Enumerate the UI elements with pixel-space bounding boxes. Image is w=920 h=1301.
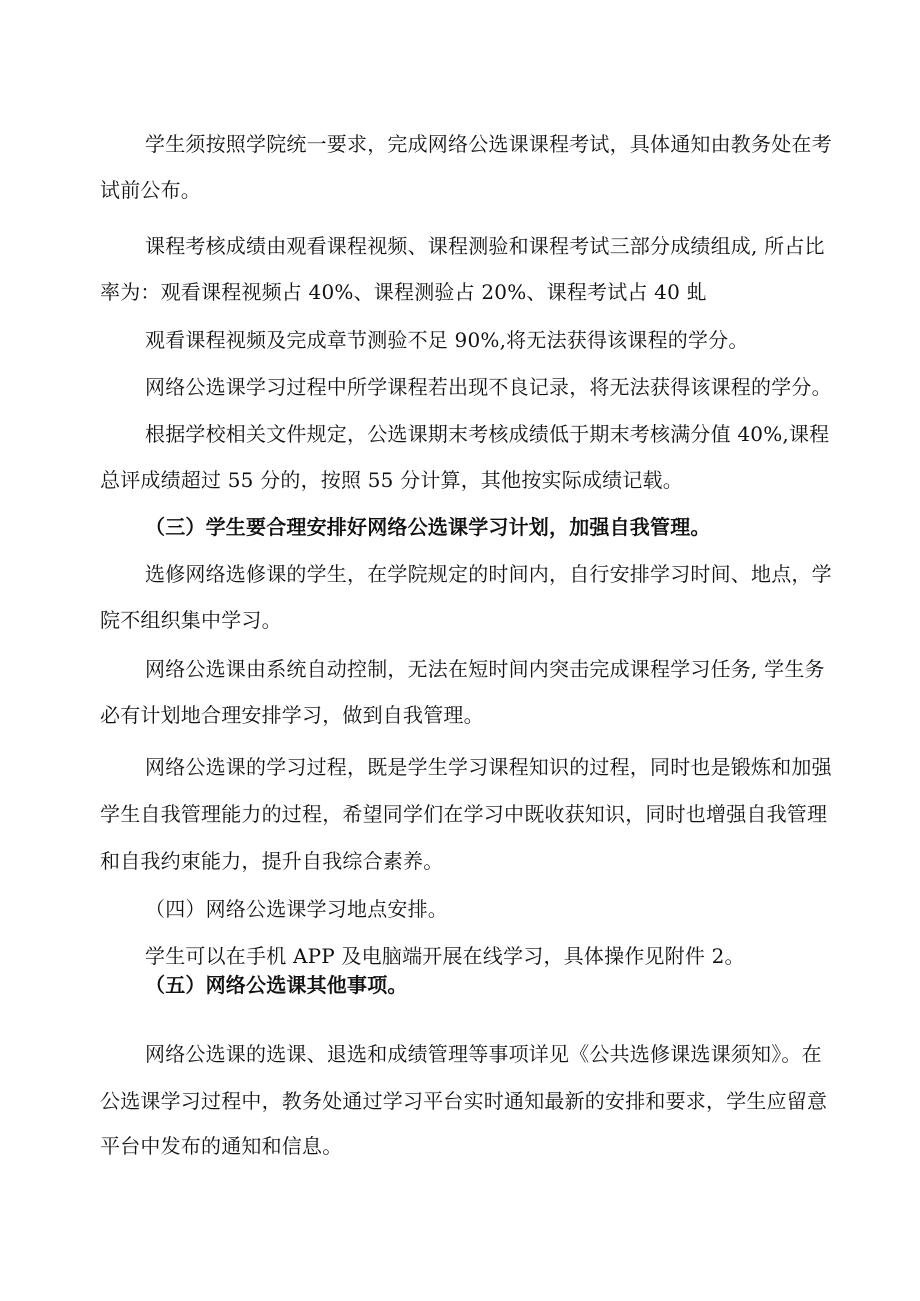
paragraph-learning-process-line-3: 和自我约束能力，提升自我综合素养。 xyxy=(100,849,444,873)
paragraph-other-matters-line-3: 平台中发布的通知和信息。 xyxy=(100,1134,343,1158)
paragraph-self-study-line-2: 院不组织集中学习。 xyxy=(100,608,282,632)
paragraph-grade-composition-line-2: 率为：观看课程视频占 40%、课程测验占 20%、课程考试占 40 虬 xyxy=(100,280,707,304)
paragraph-other-matters-line-2: 公选课学习过程中，教务处通过学习平台实时通知最新的安排和要求，学生应留意 xyxy=(100,1089,828,1113)
paragraph-other-matters-line-1: 网络公选课的选课、退选和成绩管理等事项详见《公共选修课选课须知》。在 xyxy=(145,1042,822,1066)
paragraph-learning-process-line-1: 网络公选课的学习过程，既是学生学习课程知识的过程，同时也是锻炼和加强 xyxy=(145,755,832,779)
section-heading-4: （四）网络公选课学习地点安排。 xyxy=(145,897,448,921)
paragraph-learning-process-line-2: 学生自我管理能力的过程，希望同学们在学习中既收获知识，同时也增强自我管理 xyxy=(100,802,828,826)
paragraph-self-study-line-1: 选修网络选修课的学生，在学院规定的时间内，自行安排学习时间、地点，学 xyxy=(145,562,832,586)
paragraph-video-requirement: 观看课程视频及完成章节测验不足 90%,将无法获得该课程的学分。 xyxy=(145,328,749,352)
paragraph-system-control-line-2: 必有计划地合理安排学习，做到自我管理。 xyxy=(100,703,484,727)
section-heading-3: （三）学生要合理安排好网络公选课学习计划，加强自我管理。 xyxy=(145,515,711,539)
paragraph-bad-record: 网络公选课学习过程中所学课程若出现不良记录，将无法获得该课程的学分。 xyxy=(145,375,832,399)
paragraph-system-control-line-1: 网络公选课由系统自动控制，无法在短时间内突击完成课程学习任务, 学生务 xyxy=(145,657,825,681)
paragraph-score-rule-line-1: 根据学校相关文件规定，公选课期末考核成绩低于期末考核满分值 40%,课程 xyxy=(145,422,830,446)
paragraph-study-location: 学生可以在手机 APP 及电脑端开展在线学习，具体操作见附件 2。 xyxy=(145,944,745,968)
section-heading-5: （五）网络公选课其他事项。 xyxy=(145,973,408,997)
paragraph-grade-composition-line-1: 课程考核成绩由观看课程视频、课程测验和课程考试三部分成绩组成, 所占比 xyxy=(145,234,825,258)
paragraph-score-rule-line-2: 总评成绩超过 55 分的，按照 55 分计算，其他按实际成绩记载。 xyxy=(100,468,683,492)
paragraph-exam-notice-line-2: 试前公布。 xyxy=(100,178,201,202)
paragraph-exam-notice-line-1: 学生须按照学院统一要求，完成网络公选课课程考试，具体通知由教务处在考 xyxy=(145,132,832,156)
